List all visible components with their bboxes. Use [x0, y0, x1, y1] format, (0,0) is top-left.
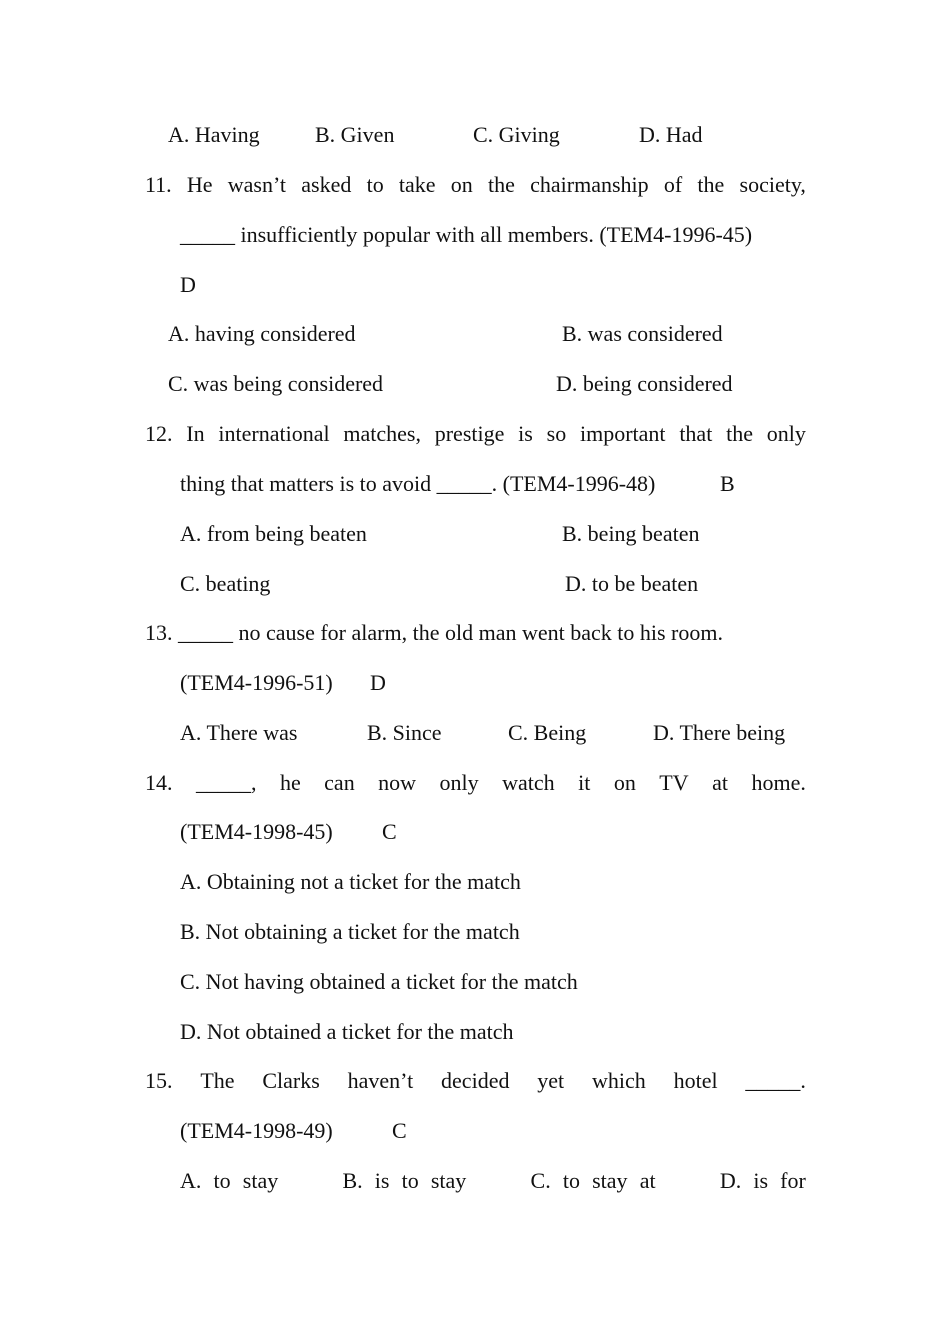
question-12-line-1	[145, 421, 806, 447]
question-14-option-b: B. Not obtaining a ticket for the match	[180, 919, 520, 944]
word: it	[578, 770, 591, 795]
option-d: D. Had	[639, 122, 703, 147]
question-11-option-a: A. having considered	[168, 321, 356, 346]
word: _____.	[745, 1068, 806, 1093]
option-word: to	[562, 1168, 580, 1193]
question-12-line-2: thing that matters is to avoid _____. (TEM4-1996-48)	[180, 471, 656, 496]
question-12-option-c: C. beating	[180, 571, 271, 596]
word: asked	[301, 172, 352, 197]
word: at	[712, 770, 728, 795]
option-word: at	[639, 1168, 656, 1193]
word: of	[663, 172, 683, 197]
question-15-options	[180, 1168, 806, 1194]
word: 15.	[145, 1068, 173, 1093]
word: to	[366, 172, 384, 197]
question-15-source: (TEM4-1998-49)	[180, 1118, 333, 1143]
word: which	[592, 1068, 646, 1093]
word: The	[200, 1068, 235, 1093]
word: is	[518, 421, 533, 446]
word: prestige	[434, 421, 505, 446]
word: TV	[659, 770, 689, 795]
question-11-option-c: C. was being considered	[168, 371, 384, 396]
option-word: for	[780, 1168, 806, 1193]
question-14-line-1	[145, 770, 806, 796]
question-12-option-d: D. to be beaten	[565, 571, 699, 596]
word: chairmanship	[530, 172, 649, 197]
option-word: stay	[430, 1168, 467, 1193]
word: watch	[502, 770, 555, 795]
word: the	[697, 172, 725, 197]
word: He	[186, 172, 213, 197]
word: In	[186, 421, 205, 446]
word: international	[218, 421, 330, 446]
word: Clarks	[262, 1068, 320, 1093]
word: on	[450, 172, 473, 197]
word: can	[324, 770, 355, 795]
word: home.	[751, 770, 806, 795]
option-b: B. Given	[315, 122, 395, 147]
question-14-answer: C	[382, 819, 397, 844]
word: haven’t	[347, 1068, 414, 1093]
word: he	[279, 770, 301, 795]
option-word: is	[753, 1168, 769, 1193]
question-11-option-b: B. was considered	[562, 321, 723, 346]
question-15-answer: C	[392, 1118, 407, 1143]
word: the	[726, 421, 753, 446]
option-word: to	[213, 1168, 231, 1193]
option-word: to	[401, 1168, 419, 1193]
option-word: B.	[342, 1168, 363, 1193]
word: now	[378, 770, 417, 795]
option-a: A. Having	[168, 122, 260, 147]
word: the	[488, 172, 515, 197]
word: 11.	[145, 172, 172, 197]
question-13-option-c: C. Being	[508, 720, 587, 745]
word: that	[679, 421, 713, 446]
word: only	[766, 421, 806, 446]
word: important	[579, 421, 666, 446]
question-13-option-d: D. There being	[653, 720, 786, 745]
option-word: C.	[530, 1168, 551, 1193]
option-c: C. Giving	[473, 122, 560, 147]
question-13-line-1: 13. _____ no cause for alarm, the old man went back to his room.	[145, 620, 723, 645]
question-11-option-d: D. being considered	[556, 371, 733, 396]
question-11-line-2: _____ insufficiently popular with all members. (TEM4-1996-45)	[180, 222, 753, 247]
word: 14.	[145, 770, 173, 795]
question-14-option-a: A. Obtaining not a ticket for the match	[180, 869, 521, 894]
word: matches,	[343, 421, 421, 446]
word: 12.	[145, 421, 173, 446]
option-word: stay	[242, 1168, 279, 1193]
question-13-option-b: B. Since	[367, 720, 442, 745]
question-12-option-b: B. being beaten	[562, 521, 700, 546]
question-12-option-a: A. from being beaten	[180, 521, 367, 546]
option-word: D.	[719, 1168, 742, 1193]
question-12-answer: B	[720, 471, 735, 496]
word: so	[546, 421, 567, 446]
word: hotel	[673, 1068, 718, 1093]
word: society,	[739, 172, 806, 197]
word: only	[439, 770, 479, 795]
word: decided	[441, 1068, 510, 1093]
word: wasn’t	[227, 172, 287, 197]
question-14-source: (TEM4-1998-45)	[180, 819, 333, 844]
question-13-source: (TEM4-1996-51)	[180, 670, 333, 695]
question-11-line-1	[145, 172, 806, 198]
question-14-option-d: D. Not obtained a ticket for the match	[180, 1019, 514, 1044]
question-15-line-1	[145, 1068, 806, 1094]
question-13-option-a: A. There was	[180, 720, 298, 745]
question-14-option-c: C. Not having obtained a ticket for the match	[180, 969, 578, 994]
question-13-answer: D	[370, 670, 386, 695]
question-11-answer: D	[180, 272, 196, 297]
option-word: stay	[592, 1168, 628, 1193]
word: take	[398, 172, 436, 197]
word: on	[613, 770, 636, 795]
option-word: A.	[180, 1168, 202, 1193]
word: yet	[537, 1068, 565, 1093]
option-word: is	[374, 1168, 390, 1193]
word: _____,	[195, 770, 257, 795]
